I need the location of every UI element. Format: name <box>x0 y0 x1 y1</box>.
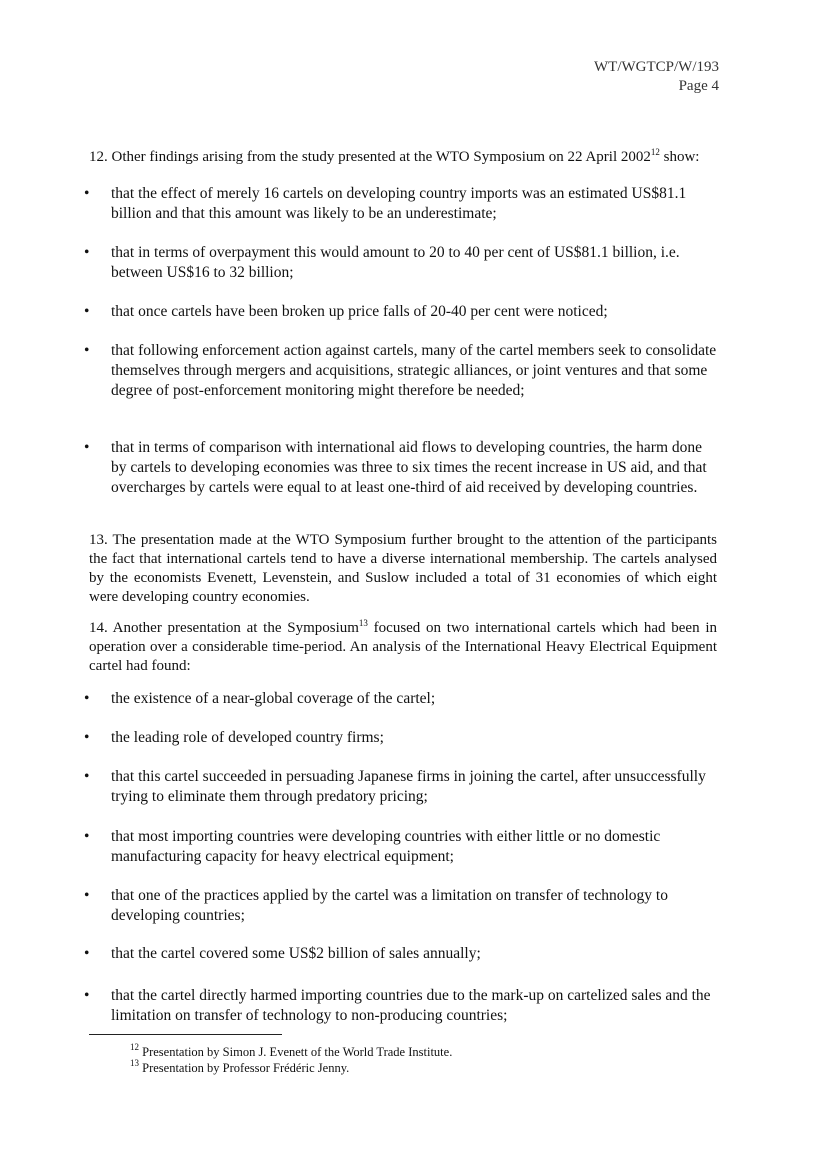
bullet-icon: • <box>84 828 90 845</box>
footnote-ref-12[interactable]: 12 <box>650 147 660 157</box>
list-item: • that once cartels have been broken up price falls of 20-40 per cent were noticed; <box>84 303 608 320</box>
bullet-icon: • <box>84 987 90 1004</box>
footnote-ref-13[interactable]: 13 <box>358 618 368 628</box>
list-item: • that in terms of comparison with international aid flows to developing countries, the harm done by cartels to developing economies was three to six times the recent increase in US aid, and that overcharges by cartels were equal to at least one-third of aid received by developing countries. <box>84 439 707 496</box>
list-item: • that following enforcement action against cartels, many of the cartel members seek to consolidate themselves through mergers and acquisitions, strategic alliances, or joint ventures and that some degree of post-enforcement monitoring might therefore be needed; <box>84 342 717 399</box>
page-header <box>594 58 719 96</box>
list-item: • that this cartel succeeded in persuading Japanese firms in joining the cartel, after unsuccessfully trying to eliminate them through predatory pricing; <box>84 768 706 805</box>
list-item: • that in terms of overpayment this would amount to 20 to 40 per cent of US$81.1 billion, i.e. between US$16 to 32 billion; <box>84 244 680 281</box>
paragraph-12: 12. Other findings arising from the study presented at the WTO Symposium on 22 April 2002$^{12}$ show: <box>89 147 700 165</box>
page-number: Page 4 <box>678 78 719 94</box>
footnote-13: $^{13}$ Presentation by Professor Frédéric Jenny. <box>130 1058 350 1075</box>
bullet-icon: • <box>84 185 90 202</box>
list-item: • that one of the practices applied by the cartel was a limitation on transfer of technology to developing countries; <box>84 887 668 924</box>
bullet-icon: • <box>84 342 90 359</box>
list-item: • the leading role of developed country firms; <box>84 729 384 746</box>
bullet-icon: • <box>84 729 90 746</box>
paragraph-14: 14. Another presentation at the Symposium$^{13}$ focused on two international cartels which had been in operation over a considerable time-period. An analysis of the International Heavy Electrical Equipment cartel had found: <box>89 618 717 674</box>
list-item: • the existence of a near-global coverage of the cartel; <box>84 690 436 707</box>
bullet-icon: • <box>84 768 90 785</box>
bullet-icon: • <box>84 887 90 904</box>
bullet-icon: • <box>84 945 90 962</box>
list-item: • that the effect of merely 16 cartels on developing country imports was an estimated US$81.1 billion and that this amount was likely to be an underestimate; <box>84 185 687 222</box>
paragraph-13: 13. The presentation made at the WTO Symposium further brought to the attention of the participants the fact that international cartels tend to have a diverse international membership. The cartels analysed by the economists Evenett, Levenstein, and Suslow included a total of 31 economies of which eight were developing country economies. <box>89 532 717 605</box>
list-item: • that the cartel directly harmed importing countries due to the mark-up on cartelized sales and the limitation on transfer of technology to non-producing countries; <box>84 987 711 1024</box>
bullet-icon: • <box>84 439 90 456</box>
list-item: • that most importing countries were developing countries with either little or no domestic manufacturing capacity for heavy electrical equipment; <box>84 828 661 865</box>
bullet-icon: • <box>84 303 90 320</box>
document-symbol: WT/WGTCP/W/193 <box>594 59 719 75</box>
list-item: • that the cartel covered some US$2 billion of sales annually; <box>84 945 481 962</box>
bullet-icon: • <box>84 244 90 261</box>
bullet-icon: • <box>84 690 90 707</box>
footnote-12: $^{12}$ Presentation by Simon J. Evenett of the World Trade Institute. <box>130 1042 453 1059</box>
footnote-separator <box>89 1034 282 1035</box>
